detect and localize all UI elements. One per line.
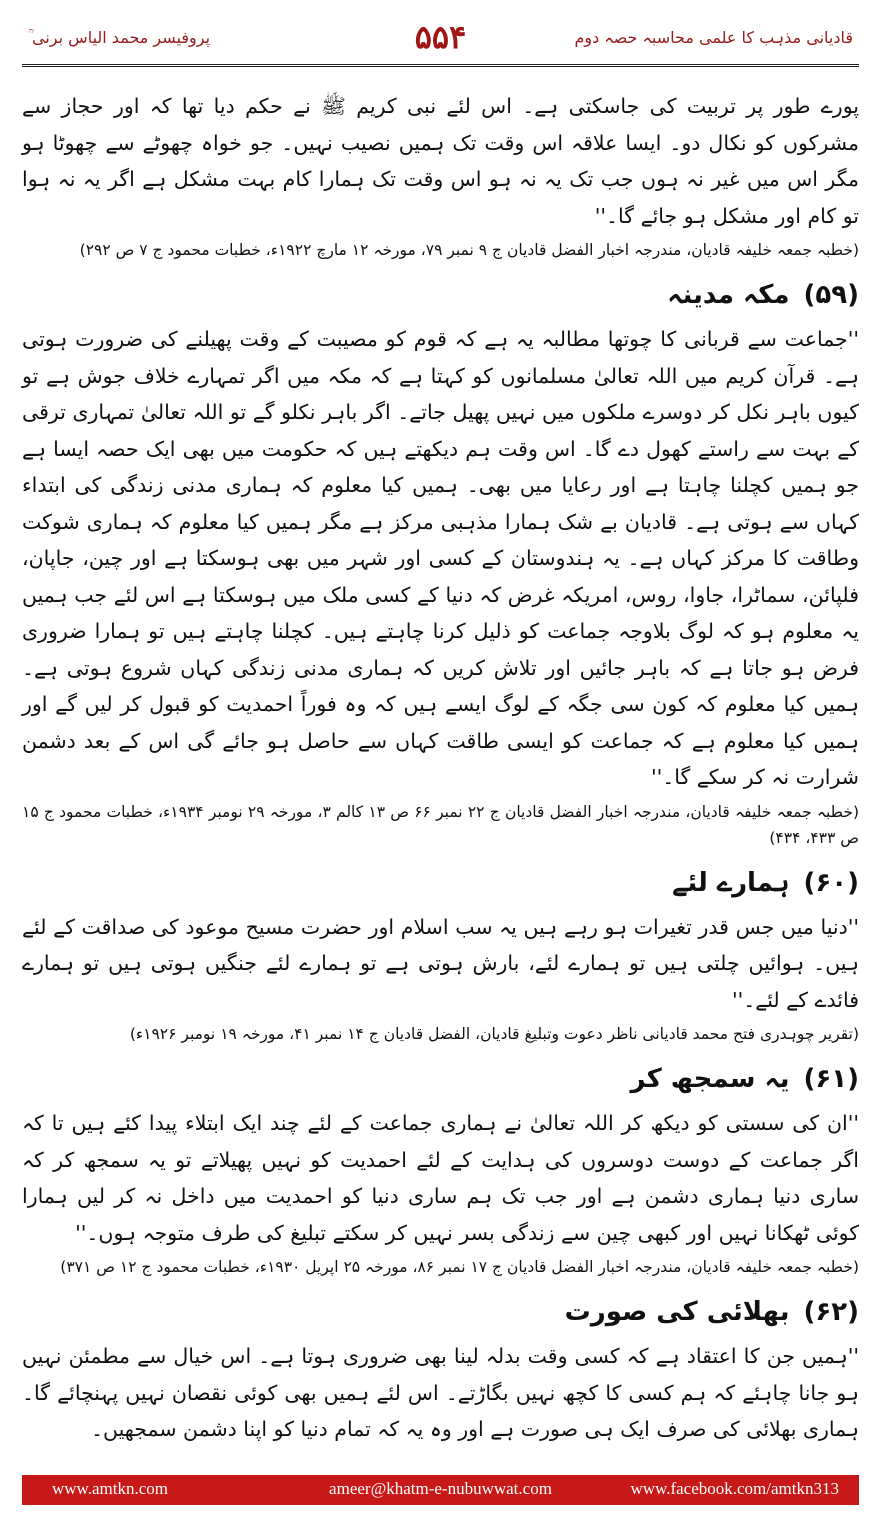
section-61-heading: [22, 1059, 859, 1099]
section-62-heading: [22, 1292, 859, 1332]
page-footer: [22, 1475, 859, 1505]
section-59-reference: (خطبہ جمعہ خلیفہ قادیان، مندرجہ اخبار الفضل قادیان ج ۲۲ نمبر ۶۶ ص ۱۳ کالم ۳، مورخہ ۲۹ نومبر ۱۹۳۴ء، خطبات محمود ج ۱۵ ص ۴۳۳، ۴۳۴): [22, 802, 859, 847]
section-62-text: ''ہمیں جن کا اعتقاد ہے کہ کسی وقت بدلہ لینا بھی ضروری ہوتا ہے۔ اس خیال سے مطمئن نہیں ہو جانا چاہئے کہ ہم کسی کا کچھ نہیں بگاڑتے۔ اس لئے ہمیں بھی کوئی نقصان نہیں پہنچائے گا۔ ہماری بھلائی کی صرف ایک ہی صورت ہے اور وہ یہ کہ تمام دنیا کو اپنا دشمن سمجھیں۔: [22, 1344, 859, 1441]
section-61-title: یہ سمجھ کر: [630, 1064, 790, 1094]
section-60-text: ''دنیا میں جس قدر تغیرات ہو رہے ہیں یہ سب اسلام اور حضرت مسیح موعود کی صداقت کے لئے ہیں۔ ہوائیں چلتی ہیں تو ہمارے لئے، بارش ہوتی ہے تو ہمارے لئے جنگیں ہوتی ہیں تو ہمارے فائدے کے لئے۔'': [22, 914, 859, 1012]
section-59-text: ''جماعت سے قربانی کا چوتھا مطالبہ یہ ہے کہ قوم کو مصیبت کے وقت پھیلنے کی ضرورت ہوتی ہے۔ قرآن کریم میں اللہ تعالیٰ مسلمانوں کو کہتا ہے کہ مکہ میں اگر تمہارے خلاف جوش ہے تو کیوں باہر نکل کر دوسرے ملکوں میں نہیں پھیل جاتے۔ اگر باہر نکلو گے تو اللہ تعالیٰ تمہاری ترقی کے بہت سے راستے کھول دے گا۔ اس وقت ہم دیکھتے ہیں کہ حکومت میں بھی ایک حصہ ایسا ہے جو ہمیں کچلنا چاہتا ہے اور رعایا میں بھی۔ ہمیں کیا معلوم کہ ہماری مدنی زندگی کی ابتداء کہاں سے ہوتی ہے۔ قادیان بے شک ہمارا مذہبی مرکز ہے مگر ہمیں کیا معلوم کہ ہماری شوکت وطاقت کا مرکز کہاں ہے۔ یہ ہندوستان کے کسی اور شہر میں بھی ہوسکتا ہے اور چین، جاپان، فلپائن، سماٹرا، جاوا، روس، امریکہ غرض کہ دنیا کے کسی ملک میں ہوسکتا ہے اس لئے جب ہمیں یہ معلوم ہو کہ لوگ بلاوجہ جماعت کو ذلیل کرنا چاہتے ہیں۔ کچلنا چاہتے ہیں تو ہمارا ضروری فرض ہو جاتا ہے کہ باہر جائیں اور تلاش کریں کہ ہماری مدنی زندگی کہاں شروع ہوتی ہے۔ ہمیں کیا معلوم کہ کون سی جگہ کے لوگ ایسے ہیں کہ وہ فوراً احمدیت کو قبول کر لیں گے اور ہمیں کیا معلوم ہے کہ جماعت کو ایسی طاقت کہاں سے حاصل ہو جائے گی اس کے بعد دشمن شرارت نہ کر سکے گا۔'': [22, 327, 859, 789]
page-body: [22, 88, 859, 1448]
section-59-title: مکہ مدینہ: [667, 280, 790, 310]
footer-website-link[interactable]: www.amtkn.com: [52, 1479, 168, 1498]
page-header: [0, 0, 881, 66]
section-60-number: (۶۰): [803, 867, 859, 898]
section-61-number: (۶۱): [803, 1064, 859, 1094]
author-name: پروفیسر محمد الیاس برنی ؒ: [28, 28, 211, 47]
page-number: ۵۵۴: [414, 18, 467, 56]
book-title: قادیانی مذہب کا علمی محاسبہ حصہ دوم: [574, 28, 853, 47]
section-62-title: بھلائی کی صورت: [564, 1297, 790, 1327]
section-61-text: ''ان کی سستی کو دیکھ کر اللہ تعالیٰ نے ہماری جماعت کے لئے چند ایک ابتلاء پیدا کئے ہیں تا کہ اگر جماعت کے دوست دوسروں کی ہدایت کے لئے احمدیت کو نہیں پھیلاتے تو یہ سمجھ کر کہ ساری دنیا ہماری دشمن ہے اور جب تک ہم ساری دنیا کو احمدیت میں داخل نہ کر لیں ہمارا کوئی ٹھکانا نہیں اور کبھی چین سے زندگی بسر نہیں کر سکتے تبلیغ کی طرف متوجہ ہوں۔'': [22, 1111, 859, 1245]
footer-email-link[interactable]: ameer@khatm-e-nubuwwat.com: [329, 1479, 552, 1498]
section-59-heading: [22, 275, 859, 315]
section-60-heading: [22, 863, 859, 903]
section-59-number: (۵۹): [803, 280, 859, 310]
header-divider: [22, 64, 859, 67]
footer-facebook-link[interactable]: www.facebook.com/amtkn313: [630, 1479, 839, 1498]
intro-paragraph: پورے طور پر تربیت کی جاسکتی ہے۔ اس لئے نبی کریم ﷺ نے حکم دیا تھا کہ اور حجاز سے مشرکوں کو نکال دو۔ ایسا علاقہ اس وقت تک ہمیں نصیب نہیں۔ جو خواہ چھوٹے سے چھوٹا ہو مگر اس میں غیر نہ ہوں جب تک یہ نہ ہو اس وقت تک ہمارا کام بہت مشکل ہے اگر یہ نہ ہوا تو کام اور مشکل ہو جائے گا۔'': [22, 94, 859, 228]
intro-reference: (خطبہ جمعہ خلیفہ قادیان، مندرجہ اخبار الفضل قادیان ج ۹ نمبر ۷۹، مورخہ ۱۲ مارچ ۱۹۲۲ء، خطبات محمود ج ۷ ص ۲۹۲): [79, 241, 859, 259]
section-60-title: ہمارے لئے: [672, 867, 790, 898]
section-60-reference: (تقریر چوہدری فتح محمد قادیانی ناظر دعوت وتبلیغ قادیان، الفضل قادیان ج ۱۴ نمبر ۴۱، مورخہ ۱۹ نومبر ۱۹۲۶ء): [129, 1025, 859, 1043]
section-61-reference: (خطبہ جمعہ خلیفہ قادیان، مندرجہ اخبار الفضل قادیان ج ۱۷ نمبر ۸۶، مورخہ ۲۵ اپریل ۱۹۳۰ء، خطبات محمود ج ۱۲ ص ۳۷۱): [60, 1258, 859, 1276]
section-62-number: (۶۲): [803, 1297, 859, 1327]
